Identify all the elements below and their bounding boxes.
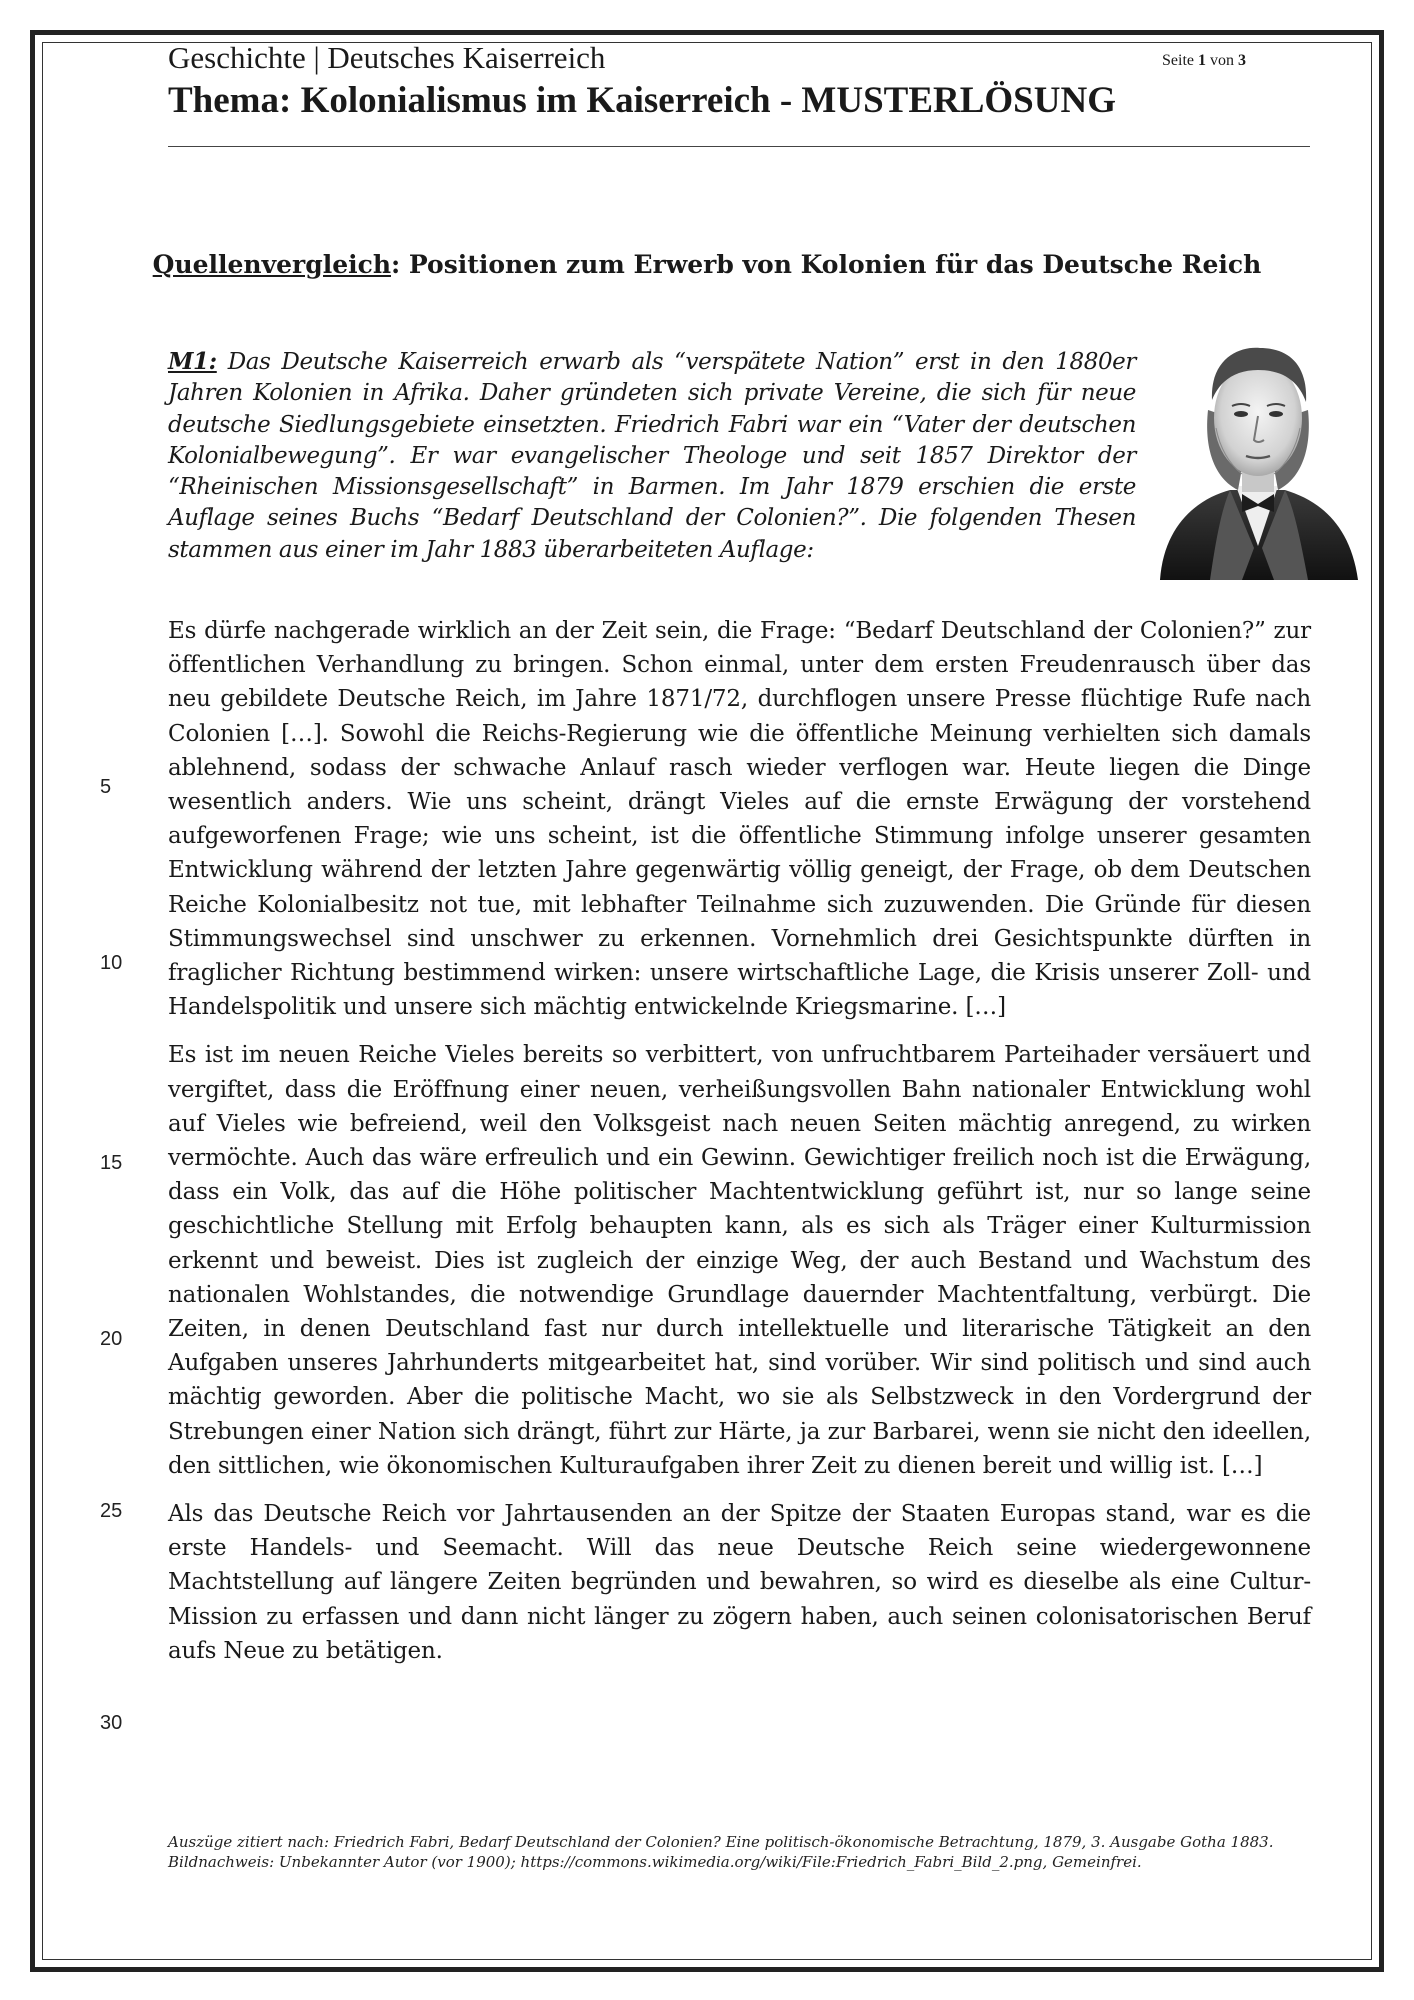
worksheet-header (168, 38, 1308, 124)
section-heading (0, 250, 1414, 279)
line-number: 15 (100, 1152, 123, 1174)
line-number: 20 (100, 1328, 123, 1350)
line-number: 5 (100, 776, 112, 798)
source-text (168, 614, 1311, 1682)
page-prefix: Seite (1162, 52, 1194, 69)
line-number: 10 (100, 952, 123, 974)
line-number: 25 (100, 1500, 123, 1522)
section-heading-underlined: Quellenvergleich (152, 250, 391, 279)
image-credit-line: Bildnachweis: Unbekannter Autor (vor 1900); https://commons.wikimedia.org/wiki/File:Friedrich_Fabri_Bild_2.png, Gemeinfrei. (168, 1853, 1142, 1871)
line-number: 30 (100, 1712, 123, 1734)
source-paragraph-1: Es dürfe nachgerade wirklich an der Zeit sein, die Frage: “Bedarf Deutschland der Colonien?” zur öffentlichen Verhandlung zu bringen. Schon einmal, unter dem ersten Freudenrausch über das neu gebildete Deutsche Reich, im Jahre 1871/72, durchflogen unsere Presse flüchtige Rufe nach Colonien […]. Sowohl die Reichs-Regierung wie die öffentliche Meinung verhielten sich damals ablehnend, sodass der schwache Anlauf rasch wieder verflogen war. Heute liegen die Dinge wesentlich anders. Wie uns scheint, drängt Vieles auf die ernste Erwägung der vorstehend aufgeworfenen Frage; wie uns scheint, ist die öffentliche Stimmung infolge unserer gesamten Entwicklung während der letzten Jahre gegenwärtig völlig geneigt, der Frage, ob dem Deutschen Reiche Kolonialbesitz not tue, mit lebhafter Teilnahme sich zuzuwenden. Die Gründe für diesen Stimmungswechsel sind unschwer zu erkennen. Vornehmlich drei Gesichtspunkte dürften in fraglicher Richtung bestimmend wirken: unsere wirtschaftliche Lage, die Krisis unserer Zoll- und Handelspolitik und unsere sich mächtig entwickelnde Kriegsmarine. […] (168, 618, 1311, 1021)
header-divider (168, 146, 1310, 147)
section-heading-rest: : Positionen zum Erwerb von Kolonien für das Deutsche Reich (391, 250, 1262, 279)
intro-body: Das Deutsche Kaiserreich erwarb als “verspätete Nation” erst in den 1880er Jahren Kolonien in Afrika. Daher gründeten sich private Vereine, die sich für neue deutsche Siedlungsgebiete einsetzten. Friedrich Fabri war ein “Vater der deutschen Kolonialbewegung”. Er war evangelischer Theologe und seit 1857 Direktor der “Rheinischen Missionsgesellschaft” in Barmen. Im Jahr 1879 erschien die erste Auflage seines Buchs “Bedarf Deutschland der Colonien?”. Die folgenden Thesen stammen aus einer im Jahr 1883 überarbeiteten Auflage: (168, 349, 1136, 563)
subject-line: Geschichte | Deutsches Kaiserreich (168, 40, 606, 75)
page-current: 1 (1198, 52, 1206, 69)
page-middle: von (1210, 52, 1234, 69)
source-paragraph-2: Es ist im neuen Reiche Vieles bereits so verbittert, von unfruchtbarem Parteihader versäuert und vergiftet, dass die Eröffnung einer neuen, verheißungsvollen Bahn nationaler Entwicklung wohl auf Vieles wie befreiend, weil den Volksgeist nach neuen Seiten mächtig anregend, zu wirken vermöchte. Auch das wäre erfreulich und ein Gewinn. Gewichtiger freilich noch ist die Erwägung, dass ein Volk, das auf die Höhe politischer Machtentwicklung geführt ist, nur so lange seine geschichtliche Stellung mit Erfolg behaupten kann, als es sich als Träger einer Kulturmission erkennt und beweist. Dies ist zugleich der einzige Weg, der auch Bestand und Wachstum des nationalen Wohlstandes, die notwendige Grundlage dauernder Machtentfaltung, verbürgt. Die Zeiten, in denen Deutschland fast nur durch intellektuelle und literarische Tätigkeit an den Aufgaben unseres Jahrhunderts mitgearbeitet hat, sind vorüber. Wir sind politisch und sind auch mächtig geworden. Aber die politische Macht, wo sie als Selbstzweck in den Vordergrund der Strebungen einer Nation sich drängt, führt zur Härte, ja zur Barbarei, wenn sie nicht den ideellen, den sittlichen, wie ökonomischen Kulturaufgaben ihrer Zeit zu dienen bereit und willig ist. […] (168, 1042, 1311, 1479)
intro-text (168, 346, 1136, 566)
source-paragraph-3: Als das Deutsche Reich vor Jahrtausenden an der Spitze der Staaten Europas stand, war es die erste Handels- und Seemacht. Will das neue Deutsche Reich seine wiedergewonnene Machtstellung auf längere Zeiten begründen und bewahren, so wird es dieselbe als eine Cultur-Mission zu erfassen und dann nicht länger zu zögern haben, auch seinen colonisatorischen Beruf aufs Neue zu betätigen. (168, 1501, 1311, 1664)
page-total: 3 (1238, 52, 1246, 69)
material-label: M1: (168, 348, 217, 375)
citation-line: Auszüge zitiert nach: Friedrich Fabri, Bedarf Deutschland der Colonien? Eine politisch-ökonomische Betrachtung, 1879, 3. Ausgabe Gotha 1883. (168, 1833, 1274, 1851)
page-indicator (1162, 52, 1246, 70)
portrait-engraving-icon (1150, 318, 1365, 580)
page-title: Thema: Kolonialismus im Kaiserreich - MUSTERLÖSUNG (168, 80, 1116, 121)
source-citation (168, 1832, 1318, 1872)
